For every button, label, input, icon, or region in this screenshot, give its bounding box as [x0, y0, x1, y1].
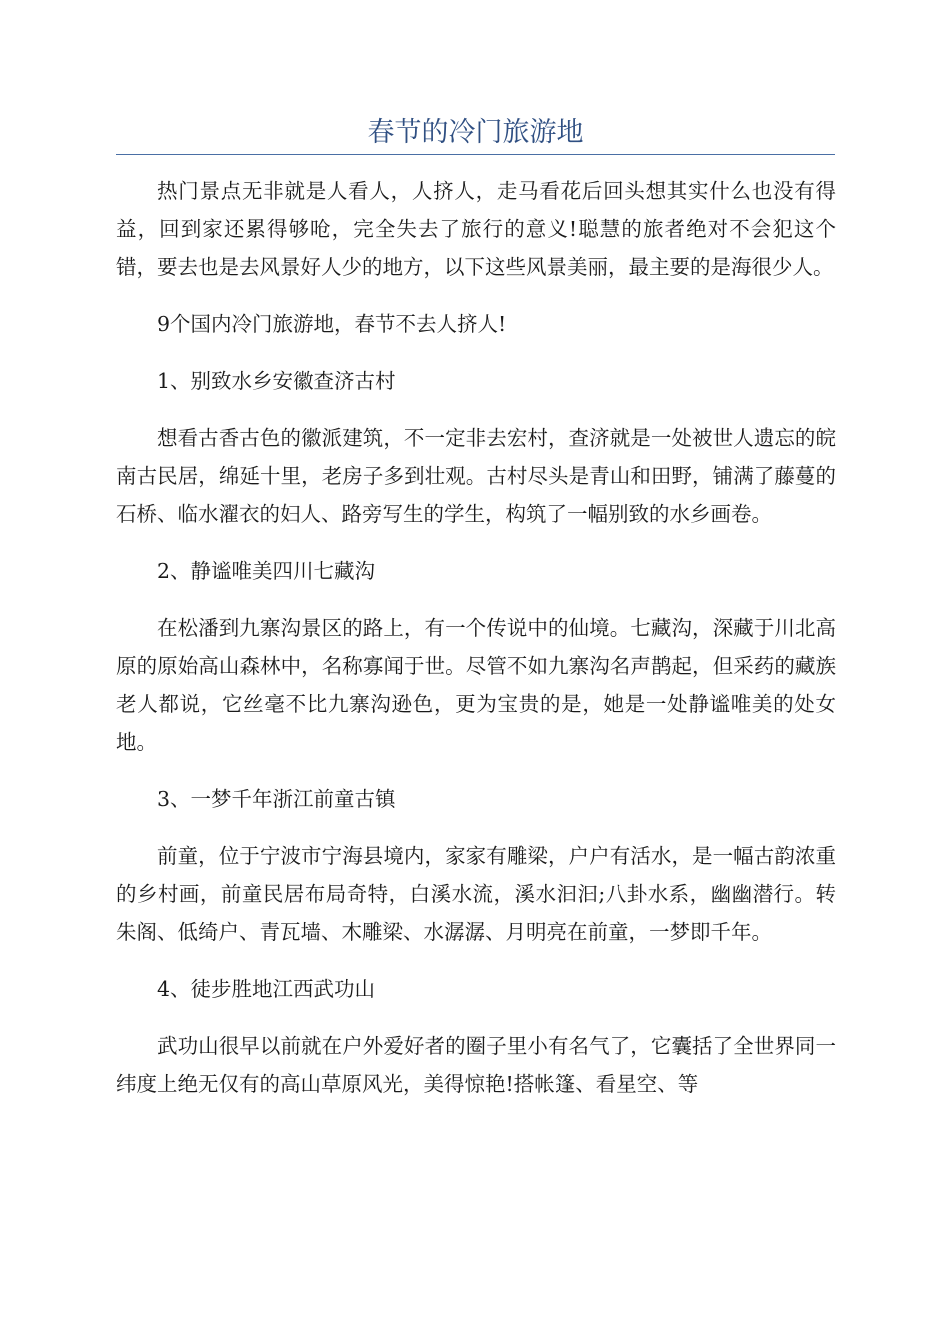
title-underline	[116, 154, 835, 155]
intro-paragraph: 热门景点无非就是人看人，人挤人，走马看花后回头想其实什么也没有得益，回到家还累得够呛，完全失去了旅行的意义!聪慧的旅者绝对不会犯这个错，要去也是去风景好人少的地方，以下这些风景美丽，最主要的是海很少人。	[116, 179, 836, 279]
section-heading-3: 3、一梦千年浙江前童古镇	[157, 787, 396, 811]
section-paragraph-2: 在松潘到九寨沟景区的路上，有一个传说中的仙境。七藏沟，深藏于川北高原的原始高山森林中，名称寡闻于世。尽管不如九寨沟名声鹊起，但采药的藏族老人都说，它丝毫不比九寨沟逊色，更为宝贵的是，她是一处静谧唯美的处女地。	[116, 616, 836, 754]
section-heading-2: 2、静谧唯美四川七藏沟	[157, 559, 376, 583]
section-heading-4: 4、徒步胜地江西武功山	[157, 977, 376, 1001]
section-heading-1: 1、别致水乡安徽查济古村	[157, 369, 396, 393]
section-paragraph-1: 想看古香古色的徽派建筑，不一定非去宏村，查济就是一处被世人遗忘的皖南古民居，绵延十里，老房子多到壮观。古村尽头是青山和田野，铺满了藤蔓的石桥、临水濯衣的妇人、路旁写生的学生，构筑了一幅别致的水乡画卷。	[116, 426, 836, 526]
document-title: 春节的冷门旅游地	[367, 117, 584, 148]
section-paragraph-4: 武功山很早以前就在户外爱好者的圈子里小有名气了，它囊括了全世界同一纬度上绝无仅有的高山草原风光，美得惊艳!搭帐篷、看星空、等	[116, 1034, 836, 1096]
document-body	[116, 172, 836, 1122]
section-paragraph-3: 前童，位于宁波市宁海县境内，家家有雕梁，户户有活水，是一幅古韵浓重的乡村画，前童民居布局奇特，白溪水流，溪水汩汩;八卦水系，幽幽潜行。转朱阁、低绮户、青瓦墙、木雕梁、水潺潺、月明亮在前童，一梦即千年。	[116, 844, 836, 944]
subtitle-line: 9个国内冷门旅游地，春节不去人挤人!	[157, 312, 507, 336]
